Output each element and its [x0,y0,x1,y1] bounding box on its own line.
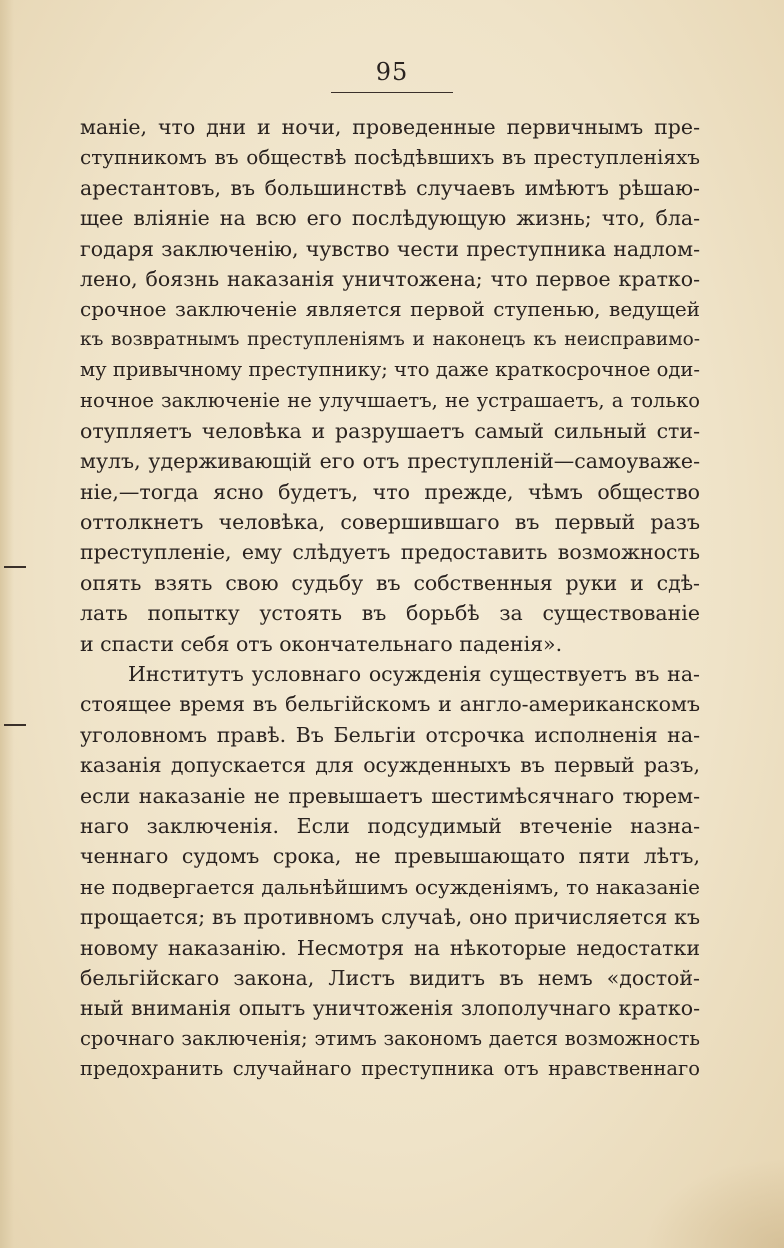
text-line: щее вліяніе на всю его послѣдующую жизнь; что, бла- [80,206,700,231]
page-number: 95 [375,58,409,86]
text-line: лено, боязнь наказанія уничтожена; что первое кратко- [80,266,700,291]
text-line: срочное заключеніе является первой ступенью, ведущей [80,297,700,322]
text-line: если наказаніе не превышаетъ шестимѣсячнаго тюрем- [80,783,700,808]
text-line: маніе, что дни и ночи, проведенные первичнымъ пре- [80,115,700,139]
body-text [80,112,700,1085]
paragraph-start-line: Институтъ условнаго осужденія существуетъ въ на- [128,662,700,687]
text-line: ніе,—тогда ясно будетъ, что прежде, чѣмъ общество [80,479,700,504]
text-line: казанія допускается для осужденныхъ въ первый разъ, [80,753,700,778]
margin-mark [4,724,26,726]
text-line: мулъ, удерживающій его отъ преступленій—самоуваже- [80,449,700,474]
text-line: предохранить случайнаго преступника отъ нравственнаго [80,1057,700,1081]
header-rule [331,92,453,93]
text-line: прощается; въ противномъ случаѣ, оно причисляется къ [80,905,700,930]
text-line: наго заключенія. Если подсудимый втеченіе назна- [80,813,700,838]
text-line: му привычному преступнику; что даже краткосрочное оди- [80,358,700,382]
text-line: годаря заключенію, чувство чести преступника надлом- [80,236,700,261]
text-line: ступникомъ въ обществѣ посѣдѣвшихъ въ преступленіяхъ [80,145,700,170]
text-line: и спасти себя отъ окончательнаго паденія». [80,631,563,656]
text-line: новому наказанію. Несмотря на нѣкоторые недостатки [80,935,700,960]
text-line: преступленіе, ему слѣдуетъ предоставить возможность [80,540,700,565]
page-fold-shadow [0,0,14,1248]
text-line: отупляетъ человѣка и разрушаетъ самый сильный сти- [80,418,700,443]
text-line: арестантовъ, въ большинствѣ случаевъ имѣютъ рѣшаю- [80,175,700,200]
text-line: оттолкнетъ человѣка, совершившаго въ первый разъ [80,510,700,535]
text-line: опять взять свою судьбу въ собственныя руки и сдѣ- [80,570,700,595]
text-line: бельгійскаго закона, Листъ видитъ въ немъ «достой- [80,965,700,990]
margin-mark [4,566,26,568]
text-line: лать попытку устоять въ борьбѣ за существованіе [80,601,700,626]
paper-stain [644,1158,784,1248]
text-line: стоящее время въ бельгійскомъ и англо-американскомъ [80,692,700,717]
text-line: ченнаго судомъ срока, не превышающато пяти лѣтъ, [80,844,700,869]
text-line: срочнаго заключенія; этимъ закономъ дается возможность [80,1026,700,1050]
text-line: ночное заключеніе не улучшаетъ, не устрашаетъ, а только [80,388,700,412]
text-line: уголовномъ правѣ. Въ Бельгіи отсрочка исполненія на- [80,722,700,747]
text-line: не подвергается дальнѣйшимъ осужденіямъ, то наказаніе [80,874,700,899]
text-line: ный вниманія опытъ уничтоженія злополучнаго кратко- [80,996,700,1021]
text-line: къ возвратнымъ преступленіямъ и наконецъ къ неисправимо- [80,328,700,350]
